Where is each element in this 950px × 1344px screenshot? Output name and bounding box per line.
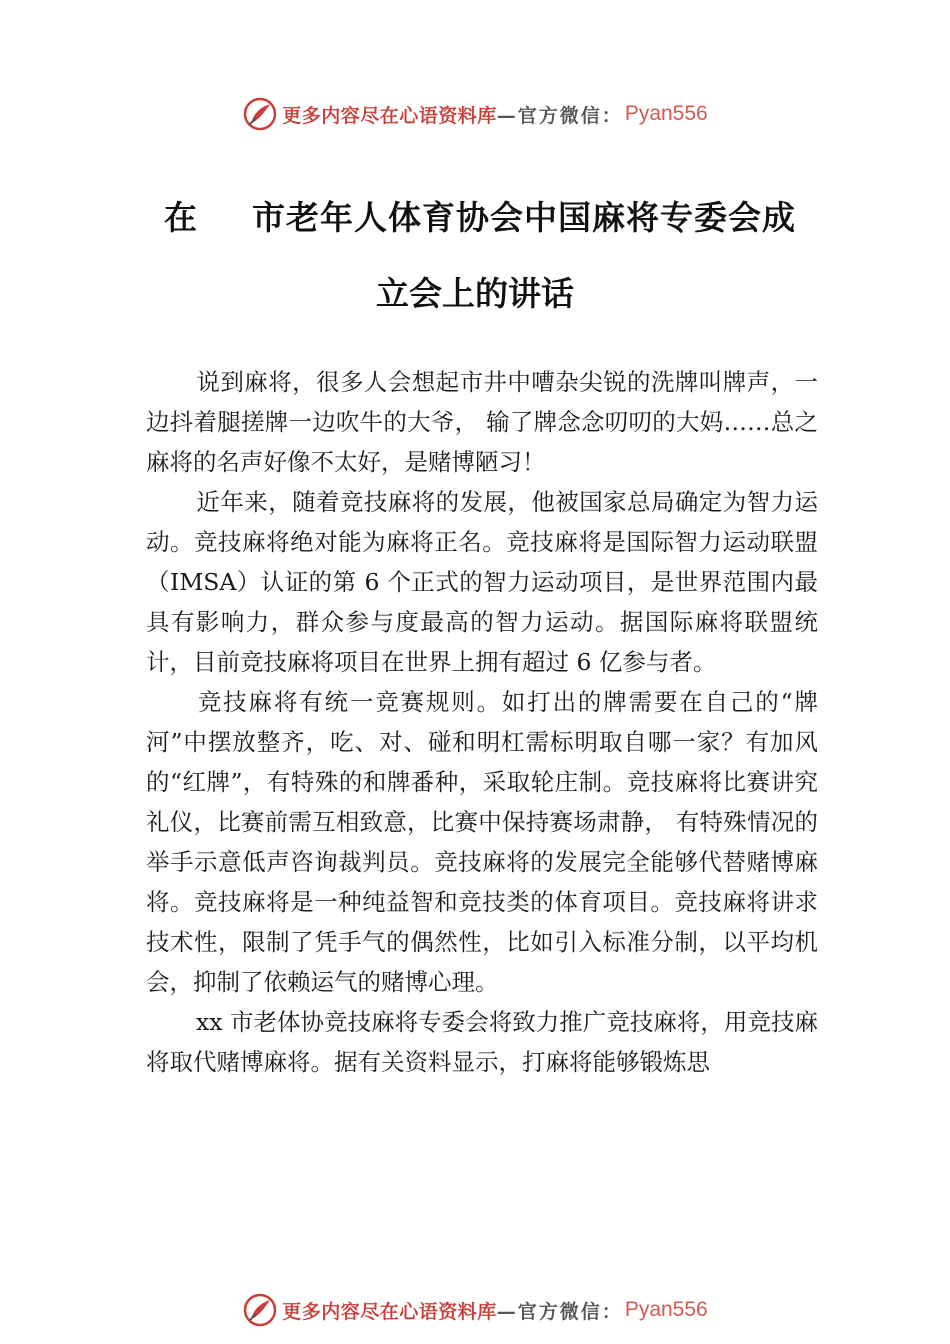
document-body — [146, 362, 818, 1082]
banner-text-wechat-label: —官方微信： — [496, 1300, 623, 1323]
banner-text-wechat-label: —官方微信： — [496, 104, 623, 127]
header-watermark-banner — [0, 94, 950, 134]
title-left-fragment: 在 — [164, 198, 193, 237]
banner-text-wechat-id: Pyan556 — [624, 1298, 708, 1321]
paragraph: 近年来，随着竞技麻将的发展，他被国家总局确定为智力运动。竞技麻将绝对能为麻将正名。竞技麻将是国际智力运动联盟（IMSA）认证的第 6 个正式的智力运动项目，是世界范围内最具有影响力，群众参与度最高的智力运动。据国际麻将联盟统计，目前竞技麻将项目在世界上拥有超过 6 亿参与者。 — [146, 488, 818, 676]
banner-text-wechat-id: Pyan556 — [624, 102, 708, 125]
logo-icon — [242, 1292, 278, 1328]
paragraph: 说到麻将，很多人会想起市井中嘈杂尖锐的洗牌叫牌声，一边抖着腿搓牌一边吹牛的大爷， 输了牌念念叨叨的大妈……总之麻将的名声好像不太好，是赌博陋习！ — [146, 368, 818, 476]
footer-watermark-banner — [0, 1290, 950, 1330]
banner-text-brand: 更多内容尽在心语资料库 — [282, 1300, 497, 1323]
title-main-fragment: 市老年人体育协会中国麻将专委会成 — [252, 198, 796, 237]
document-title-line2: 立会上的讲话 — [376, 274, 574, 313]
banner-text-brand: 更多内容尽在心语资料库 — [282, 104, 497, 127]
paragraph: xx 市老体协竞技麻将专委会将致力推广竞技麻将，用竞技麻将取代赌博麻将。据有关资料显示，打麻将能够锻炼思 — [146, 1008, 818, 1076]
paragraph: 竞技麻将有统一竞赛规则。如打出的牌需要在自己的“牌河”中摆放整齐，吃、对、碰和明杠需标明取自哪一家？有加风的“红牌”，有特殊的和牌番种，采取轮庄制。竞技麻将比赛讲究礼仪，比赛前需互相致意，比赛中保持赛场肃静， 有特殊情况的举手示意低声咨询裁判员。竞技麻将的发展完全能够代替赌博麻将。竞技麻将是一种纯益智和竞技类的体育项目。竞技麻将讲求技术性，限制了凭手气的偶然性，比如引入标准分制，以平均机会，抑制了依赖运气的赌博心理。 — [146, 688, 818, 996]
logo-icon — [242, 96, 278, 132]
